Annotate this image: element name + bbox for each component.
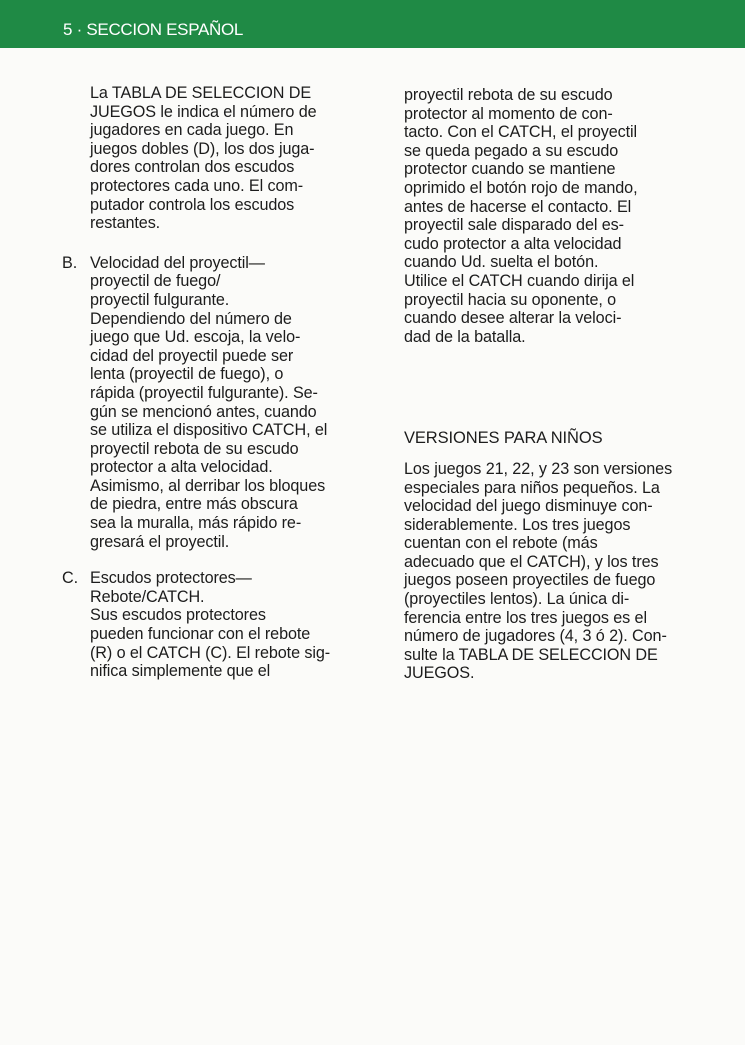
shields-text: Escudos protectores— Rebote/CATCH. Sus escudos protectores pueden funcionar con el rebote (R) o el CATCH (C). El rebote sig- nifica simplemente que el xyxy=(90,569,331,681)
item-marker-b: B. xyxy=(62,253,78,272)
kids-versions-heading: VERSIONES PARA NIÑOS xyxy=(404,429,603,448)
item-marker-c: C. xyxy=(62,569,78,588)
section-title: 5 · SECCION ESPAÑOL xyxy=(63,20,244,39)
selection-table-intro-paragraph: La TABLA DE SELECCION DE JUEGOS le indica el número de jugadores en cada juego. En juegos dobles (D), los dos juga- dores controlan dos escudos protectores cada uno. El com- putador controla los escudos restantes. xyxy=(90,84,317,233)
right-column xyxy=(404,86,704,683)
left-column xyxy=(62,84,372,681)
list-item-shields xyxy=(62,569,372,681)
projectile-speed-text: Velocidad del proyectil— proyectil de fuego/ proyectil fulgurante. Dependiendo del número de juego que Ud. escoja, la velo- cidad del proyectil puede ser lenta (proyectil de fuego), o rápida (proyectil fulgurante). Se- gún se mencionó antes, cuando se utiliza el dispositivo CATCH, el proyectil rebota de su escudo protector a alta velocidad. Asimismo, al derribar los bloques de piedra, entre más obscura sea la muralla, más rápido re- gresará el proyectil. xyxy=(90,253,328,551)
section-header-bar xyxy=(0,0,745,48)
list-item-projectile-speed xyxy=(62,254,372,552)
catch-continuation-paragraph: proyectil rebota de su escudo protector al momento de con- tacto. Con el CATCH, el proyectil se queda pegado a su escudo protector cuando se mantiene oprimido el botón rojo de mando, antes de hacerse el contacto. El proyectil sale disparado del es- cudo protector a alta velocidad cuando Ud. suelta el botón. Utilice el CATCH cuando dirija el proyectil hacia su oponente, o cuando desee alterar la veloci- dad de la batalla. xyxy=(404,86,638,346)
kids-versions-paragraph: Los juegos 21, 22, y 23 son versiones especiales para niños pequeños. La velocidad del juego disminuye con- siderablemente. Los tres juegos cuentan con el rebote (más adecuado que el CATCH), y los tres juegos poseen proyectiles de fuego (proyectiles lentos). La única di- ferencia entre los tres juegos es el número de jugadores (4, 3 ó 2). Con- sulte la TABLA DE SELECCION DE JUEGOS. xyxy=(404,459,673,683)
